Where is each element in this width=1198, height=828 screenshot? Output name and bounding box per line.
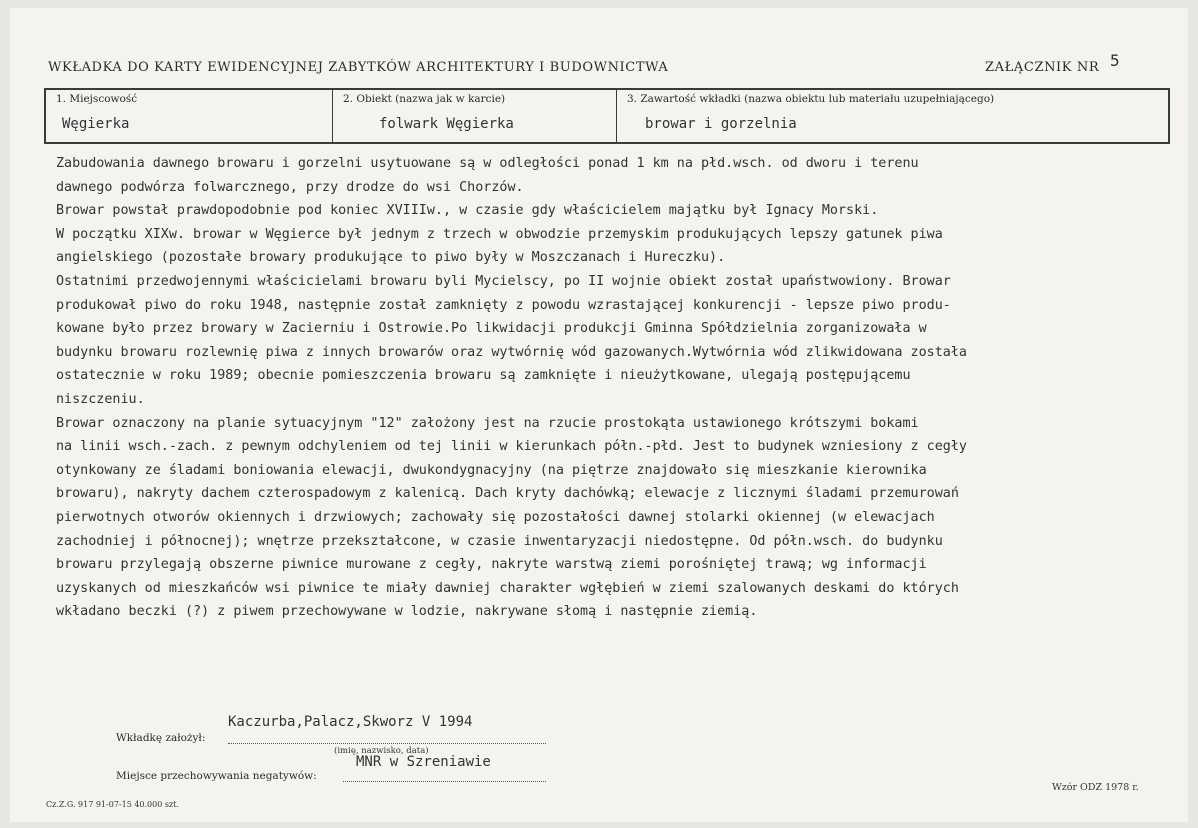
description-line: na linii wsch.-zach. z pewnym odchyleniem od tej linii w kierunkach półn.-płd. Jest to budynek wzniesiony z cegły: [56, 439, 967, 455]
founder-value: Kaczurba,Palacz,Skworz V 1994: [228, 714, 473, 730]
field-object-value: folwark Węgierka: [379, 116, 514, 132]
negatives-value: MNR w Szreniawie: [356, 754, 491, 770]
founder-dotted-line: [228, 743, 546, 744]
description-line: niszczeniu.: [56, 391, 145, 407]
description-line: Zabudowania dawnego browaru i gorzelni usytuowane są w odległości ponad 1 km na płd.wsch. od dworu i terenu: [56, 156, 919, 171]
header-fields-table: [44, 88, 1170, 144]
form-code: Wzór ODZ 1978 r.: [1052, 782, 1139, 793]
form-title: WKŁADKA DO KARTY EWIDENCYJNEJ ZABYTKÓW ARCHITEKTURY I BUDOWNICTWA: [48, 60, 669, 75]
description-line: browaru przylegają obszerne piwnice murowane z cegły, nakryte warstwą ziemi porośniętej trawą; wg informacji: [56, 557, 927, 573]
field-locality-label: 1. Miejscowość: [56, 93, 138, 105]
founder-hint: (imię, nazwisko, data): [334, 746, 429, 756]
field-contents: [617, 90, 1168, 142]
description-line: pierwotnych otworów okiennych i drzwiowych; zachowały się pozostałości dawnej stolarki okiennej (w elewacjach: [56, 509, 935, 525]
negatives-label: Miejsce przechowywania negatywów:: [116, 770, 317, 782]
description-line: W początku XIXw. browar w Węgierce był jednym z trzech w obwodzie przemyskim produkujących lepszy gatunek piwa: [56, 226, 943, 242]
description-line: uzyskanych od mieszkańców wsi piwnice te miały dawniej charakter wgłębień w ziemi szalowanych deskami do których: [56, 580, 959, 596]
print-code: Cz.Z.G. 917 91-07-15 40.000 szt.: [46, 800, 179, 809]
description-line: wkładano beczki (?) z piwem przechowywane w lodzie, nakrywane słomą i następnie ziemią.: [56, 604, 758, 620]
annex-number: 5: [1110, 51, 1120, 70]
founder-label: Wkładkę założył:: [116, 732, 206, 744]
field-locality: [46, 90, 333, 142]
description-line: Ostatnimi przedwojennymi właścicielami browaru byli Mycielscy, po II wojnie obiekt został upaństwowiony. Browar: [56, 273, 951, 289]
description-line: angielskiego (pozostałe browary produkujące to piwo były w Moszczanach i Hureczku).: [56, 250, 726, 266]
field-object-label: 2. Obiekt (nazwa jak w karcie): [343, 93, 506, 105]
field-contents-label: 3. Zawartość wkładki (nazwa obiektu lub materiału uzupełniającego): [627, 93, 995, 105]
description-line: browaru), nakryty dachem czterospadowym z kalenicą. Dach kryty dachówką; elewacje z licznymi śladami przemurowań: [56, 486, 959, 502]
description-line: ostatecznie w roku 1989; obecnie pomieszczenia browaru są zamknięte i nieużytkowane, ulegają postępującemu: [56, 368, 911, 384]
description-text: [56, 152, 1176, 624]
description-line: budynku browaru rozlewnię piwa z innych browarów oraz wytwórnię wód gazowanych.Wytwórnia wód zlikwidowana została: [56, 344, 967, 360]
description-line: produkował piwo do roku 1948, następnie został zamknięty z powodu wzrastającej konkurencji - lepsze piwo produ-: [56, 297, 951, 313]
description-line: dawnego podwórza folwarcznego, przy drodze do wsi Chorzów.: [56, 179, 524, 195]
description-line: Browar oznaczony na planie sytuacyjnym "12" założony jest na rzucie prostokąta ustawionego krótszymi bokami: [56, 415, 919, 431]
description-line: kowane było przez browary w Zacierniu i Ostrowie.Po likwidacji produkcji Gminna Spółdzielnia zorganizowała w: [56, 321, 927, 337]
annex-label: ZAŁĄCZNIK NR: [985, 60, 1100, 75]
description-line: zachodniej i północnej); wnętrze przekształcone, w czasie inwentaryzacji niedostępne. Od półn.wsch. do budynku: [56, 533, 943, 549]
description-line: Browar powstał prawdopodobnie pod koniec XVIIIw., w czasie gdy właścicielem majątku był Ignacy Morski.: [56, 203, 879, 219]
field-contents-value: browar i gorzelnia: [645, 116, 797, 132]
field-locality-value: Węgierka: [62, 116, 130, 132]
description-line: otynkowany ze śladami boniowania elewacji, dwukondygnacyjny (na piętrze znajdowało się mieszkanie kierownika: [56, 462, 927, 478]
field-object: [333, 90, 617, 142]
negatives-dotted-line: [343, 781, 546, 782]
